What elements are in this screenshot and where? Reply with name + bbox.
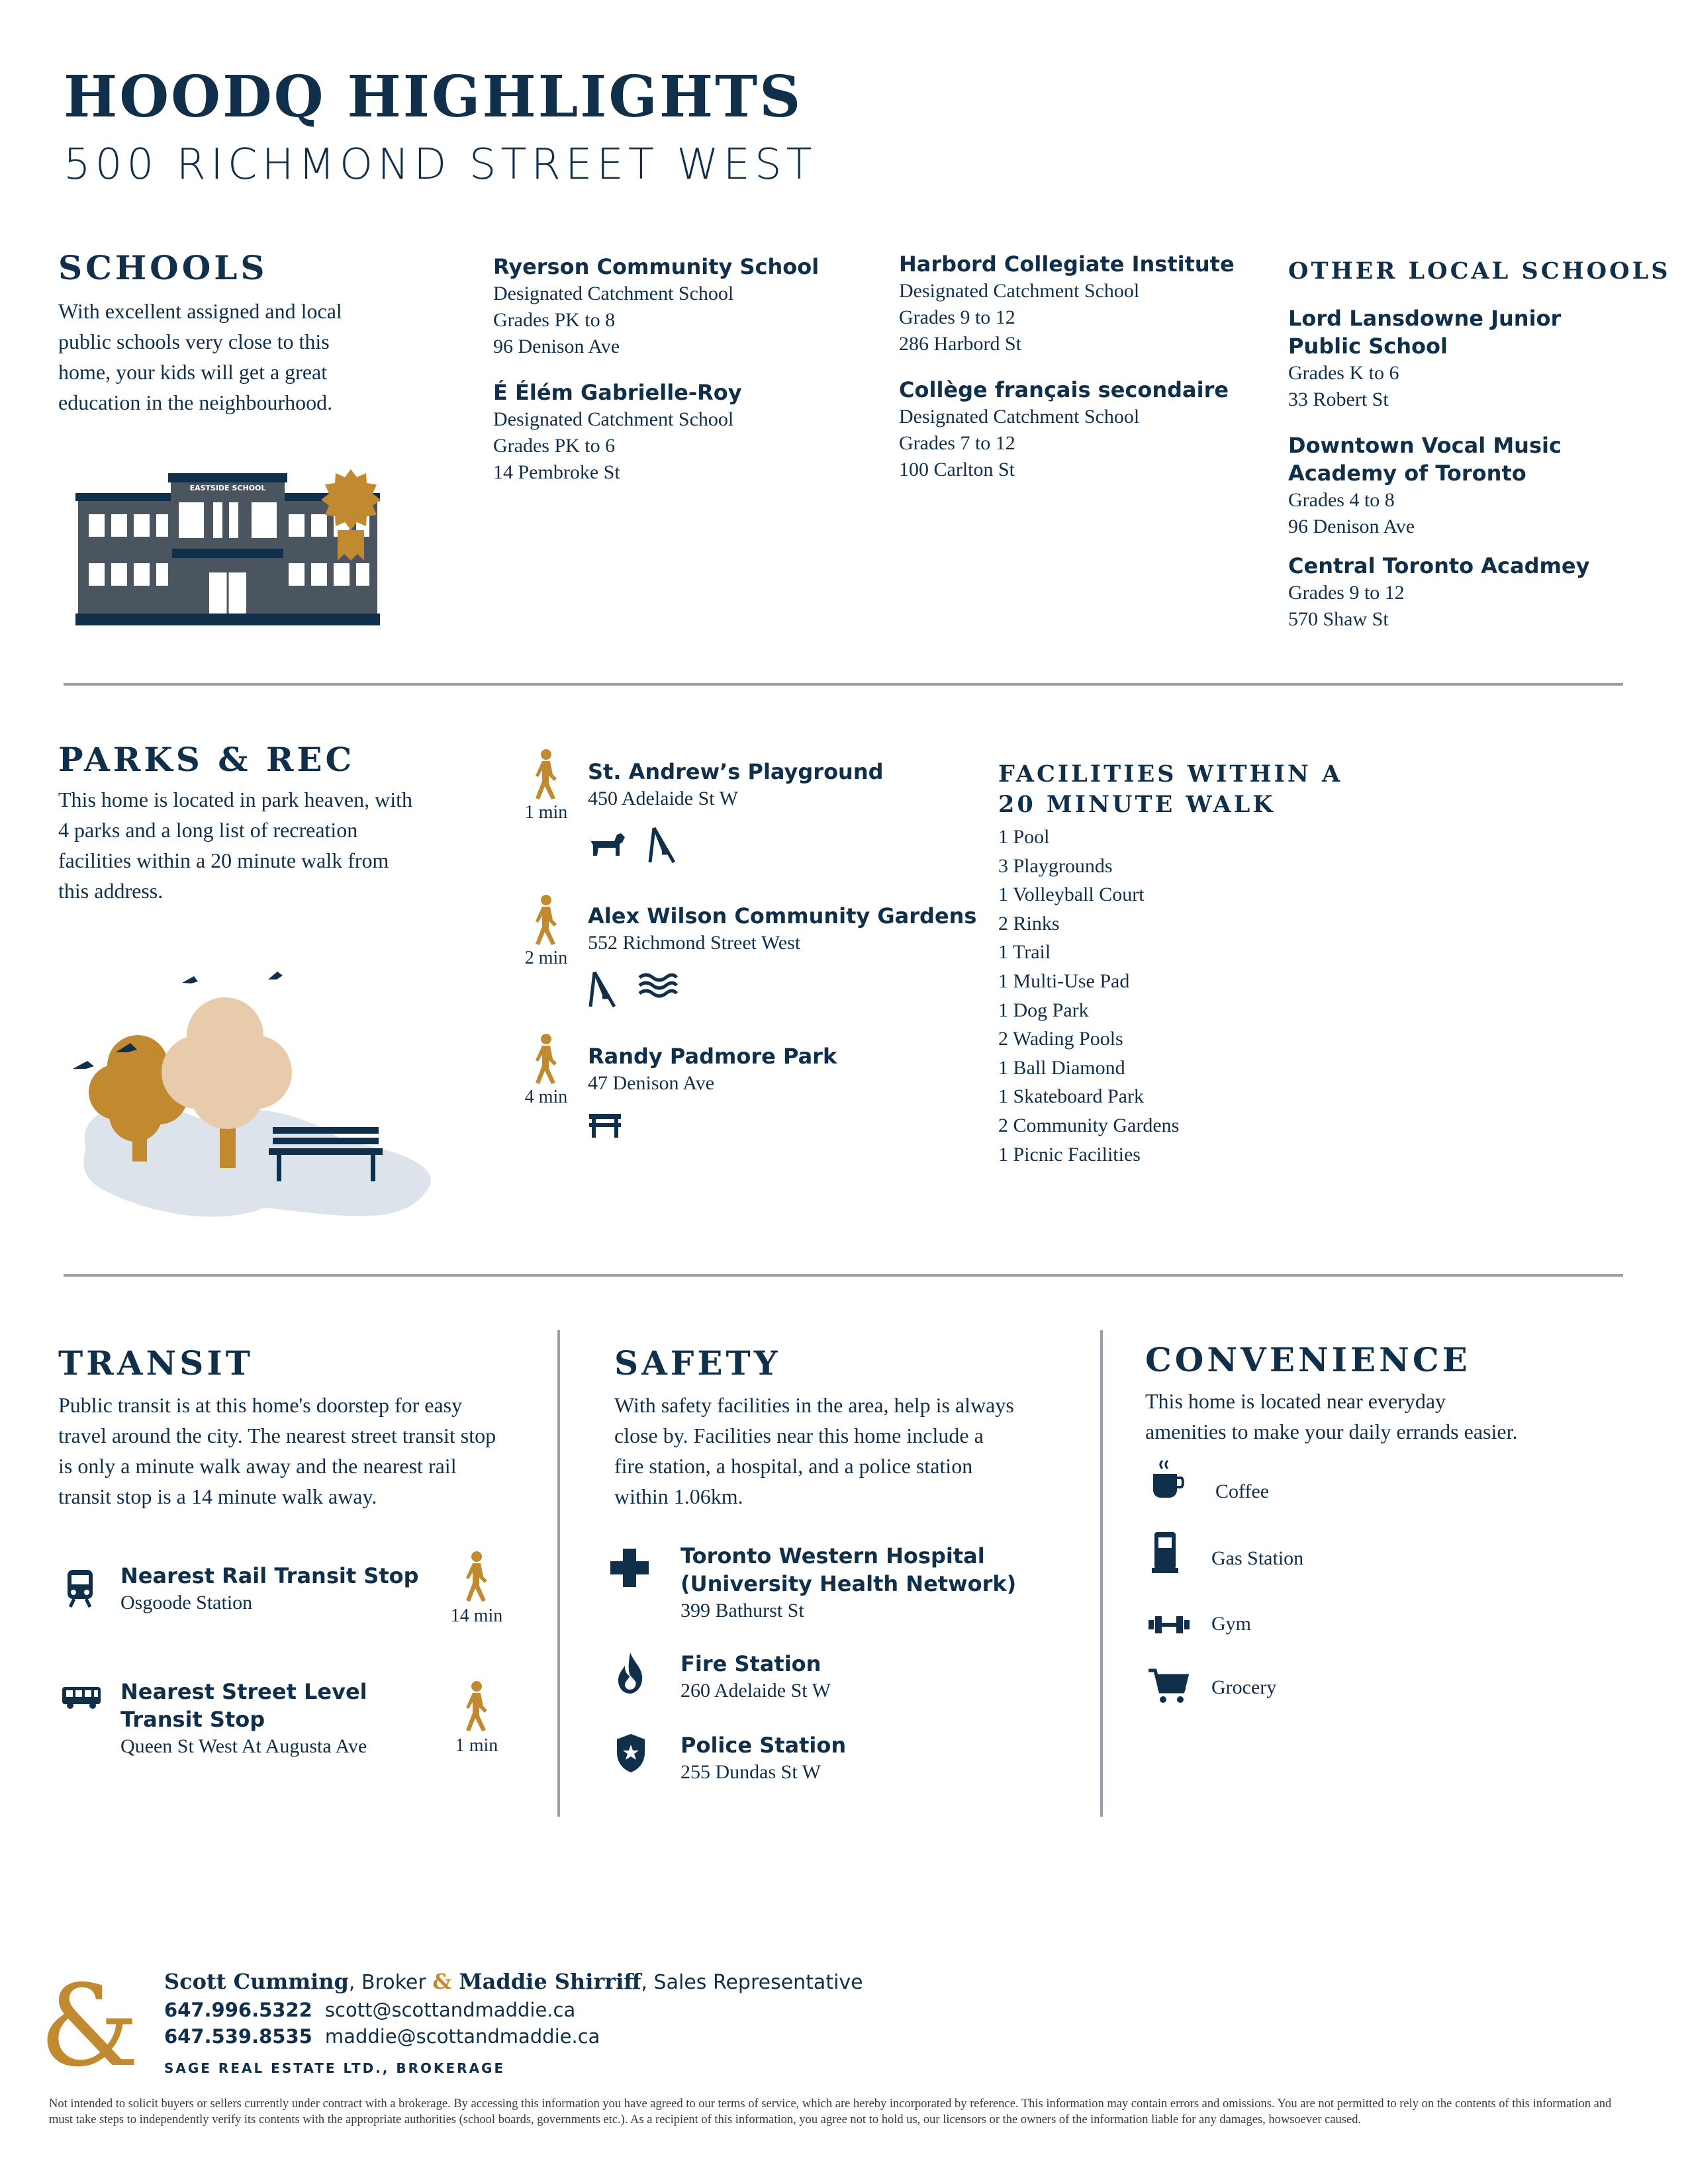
school-name: Collège français secondaire bbox=[899, 377, 1229, 402]
school-building-illustration bbox=[73, 467, 417, 625]
list-item: 2 Rinks bbox=[998, 912, 1060, 934]
convenience-item: Coffee bbox=[1215, 1480, 1270, 1502]
school-card: Lord Lansdowne Junior Public School Grades K to 6 33 Robert St bbox=[1288, 306, 1562, 410]
fire-station: Fire Station 260 Adelaide St W bbox=[680, 1651, 831, 1702]
police-station: Police Station 255 Dundas St W bbox=[680, 1733, 847, 1783]
shopping-cart-icon bbox=[1147, 1668, 1190, 1705]
transit-description: Public transit is at this home's doorstep for easy travel around the city. The nearest street transit stop is only a minute walk away and the nearest rail transit stop is a 14 minute walk away. bbox=[58, 1393, 496, 1508]
walking-person-icon bbox=[455, 1550, 495, 1603]
email-link[interactable]: scott@scottandmaddie.ca bbox=[324, 1999, 576, 2021]
page-address: 500 RICHMOND STREET WEST bbox=[64, 140, 817, 189]
picnic-table-icon bbox=[588, 1111, 622, 1138]
hospital-cross-icon bbox=[609, 1547, 650, 1588]
list-item: 1 Multi-Use Pad bbox=[998, 970, 1130, 992]
parks-description: This home is located in park heaven, with 4 parks and a long list of recreation facilities within a 20 minute walk from this address. bbox=[58, 788, 412, 903]
park-illustration bbox=[66, 950, 444, 1234]
walking-person-icon bbox=[455, 1680, 495, 1733]
convenience-item: Gas Station bbox=[1211, 1547, 1304, 1569]
phone-link[interactable]: 647.996.5322 bbox=[164, 1999, 312, 2021]
school-card: Harbord Collegiate Institute Designated Catchment School Grades 9 to 12 286 Harbord St bbox=[899, 250, 1270, 357]
walk-indicator: 2 min bbox=[513, 893, 579, 969]
list-item: 1 Skateboard Park bbox=[998, 1085, 1144, 1108]
disclaimer: Not intended to solicit buyers or sellers currently under contract with a brokerage. By accessing this information you have agreed to our terms of service, which are hereby incorporated by reference. This information may contain errors and omissions. You are not permitted to rely on the contents of this information and must take steps to independently verify its contents with the appropriate authorities (school boards, governments etc.). As a recipient of this information, you agree not to hold us, our licensors or the owners of the information liable for any damages, howsoever caused. bbox=[49, 2097, 1612, 2126]
facilities-list bbox=[998, 823, 1179, 1169]
walk-indicator: 1 min bbox=[437, 1680, 516, 1756]
school-name: É Élém Gabrielle-Roy bbox=[493, 380, 742, 405]
street-stop: Nearest Street Level Transit Stop Queen St West At Augusta Ave bbox=[120, 1679, 367, 1757]
list-item: 3 Playgrounds bbox=[998, 854, 1113, 877]
dog-icon bbox=[588, 827, 628, 860]
school-card: Downtown Vocal Music Academy of Toronto Grades 4 to 8 96 Denison Ave bbox=[1288, 433, 1562, 537]
list-item: 2 Community Gardens bbox=[998, 1114, 1180, 1136]
section-divider bbox=[64, 1274, 1623, 1277]
list-item: 1 Picnic Facilities bbox=[998, 1143, 1141, 1165]
school-card: É Élém Gabrielle-Roy Designated Catchment School Grades PK to 6 14 Pembroke St bbox=[493, 379, 864, 486]
train-icon bbox=[64, 1569, 97, 1608]
contact-line-1 bbox=[164, 1999, 575, 2021]
walking-person-icon bbox=[525, 893, 565, 946]
water-icon bbox=[637, 971, 677, 1000]
park-card: St. Andrew’s Playground 450 Adelaide St W bbox=[588, 758, 884, 864]
school-card: Ryerson Community School Designated Catchment School Grades PK to 8 96 Denison Ave bbox=[493, 253, 864, 360]
ampersand-logo bbox=[39, 1961, 140, 2092]
safety-title: SAFETY bbox=[614, 1343, 781, 1383]
bus-icon bbox=[61, 1684, 102, 1711]
list-item: 1 Dog Park bbox=[998, 999, 1089, 1021]
list-item: 1 Ball Diamond bbox=[998, 1056, 1125, 1079]
dumbbell-icon bbox=[1147, 1615, 1191, 1635]
convenience-title: CONVENIENCE bbox=[1145, 1340, 1471, 1379]
list-item: 1 Trail bbox=[998, 941, 1051, 964]
facilities-title: FACILITIES WITHIN A 20 MINUTE WALK bbox=[998, 760, 1343, 818]
school-name: Harbord Collegiate Institute bbox=[899, 251, 1235, 277]
phone-link[interactable]: 647.539.8535 bbox=[164, 2025, 312, 2048]
school-card: Central Toronto Acadmey Grades 9 to 12 570 Shaw St bbox=[1288, 553, 1590, 630]
section-divider bbox=[64, 683, 1623, 686]
list-item: 1 Volleyball Court bbox=[998, 884, 1145, 906]
other-schools-title: OTHER LOCAL SCHOOLS bbox=[1288, 257, 1671, 285]
safety-description: With safety facilities in the area, help is always close by. Facilities near this home include a fire station, a hospital, and a police station within 1.06km. bbox=[614, 1393, 1014, 1508]
walking-person-icon bbox=[525, 748, 565, 801]
transit-title: TRANSIT bbox=[58, 1343, 254, 1383]
park-card: Randy Padmore Park 47 Denison Ave bbox=[588, 1042, 837, 1138]
column-divider bbox=[1100, 1330, 1103, 1817]
email-link[interactable]: maddie@scottandmaddie.ca bbox=[324, 2025, 600, 2048]
contact-line-2 bbox=[164, 2025, 600, 2048]
walk-indicator: 4 min bbox=[513, 1032, 579, 1108]
schools-description: With excellent assigned and local public schools very close to this home, your kids will get a great education in the neighbourhood. bbox=[58, 299, 342, 414]
school-card: Collège français secondaire Designated Catchment School Grades 7 to 12 100 Carlton St bbox=[899, 376, 1270, 483]
svg-text:&: & bbox=[39, 1961, 140, 2092]
swing-icon bbox=[647, 827, 677, 864]
school-name: Ryerson Community School bbox=[493, 254, 820, 279]
convenience-item: Gym bbox=[1211, 1613, 1251, 1635]
rail-stop: Nearest Rail Transit Stop Osgoode Station bbox=[120, 1563, 419, 1614]
schools-title: SCHOOLS bbox=[58, 248, 268, 287]
convenience-description: This home is located near everyday amenities to make your daily errands easier. bbox=[1145, 1389, 1518, 1443]
column-divider bbox=[557, 1330, 560, 1817]
fire-icon bbox=[616, 1651, 645, 1695]
gas-station-icon bbox=[1152, 1531, 1182, 1573]
list-item: 1 Pool bbox=[998, 826, 1050, 848]
hospital: Toronto Western Hospital (University Health Network) 399 Bathurst St bbox=[680, 1543, 1017, 1621]
convenience-item: Grocery bbox=[1211, 1676, 1277, 1698]
park-card: Alex Wilson Community Gardens 552 Richmond Street West bbox=[588, 902, 976, 1008]
walk-indicator: 1 min bbox=[513, 748, 579, 823]
swing-icon bbox=[588, 971, 617, 1008]
page-title: HOODQ HIGHLIGHTS bbox=[64, 64, 803, 130]
school-sign: EASTSIDE SCHOOL bbox=[189, 484, 266, 492]
parks-title: PARKS & REC bbox=[58, 740, 355, 779]
coffee-icon bbox=[1150, 1459, 1185, 1499]
walking-person-icon bbox=[525, 1032, 565, 1085]
police-badge-icon bbox=[614, 1733, 647, 1774]
agents-line: Scott Cumming, Broker & Maddie Shirriff, Sales Representative bbox=[164, 1969, 863, 1994]
list-item: 2 Wading Pools bbox=[998, 1028, 1123, 1050]
walk-indicator: 14 min bbox=[437, 1550, 516, 1627]
brokerage-name: SAGE REAL ESTATE LTD., BROKERAGE bbox=[164, 2060, 506, 2076]
